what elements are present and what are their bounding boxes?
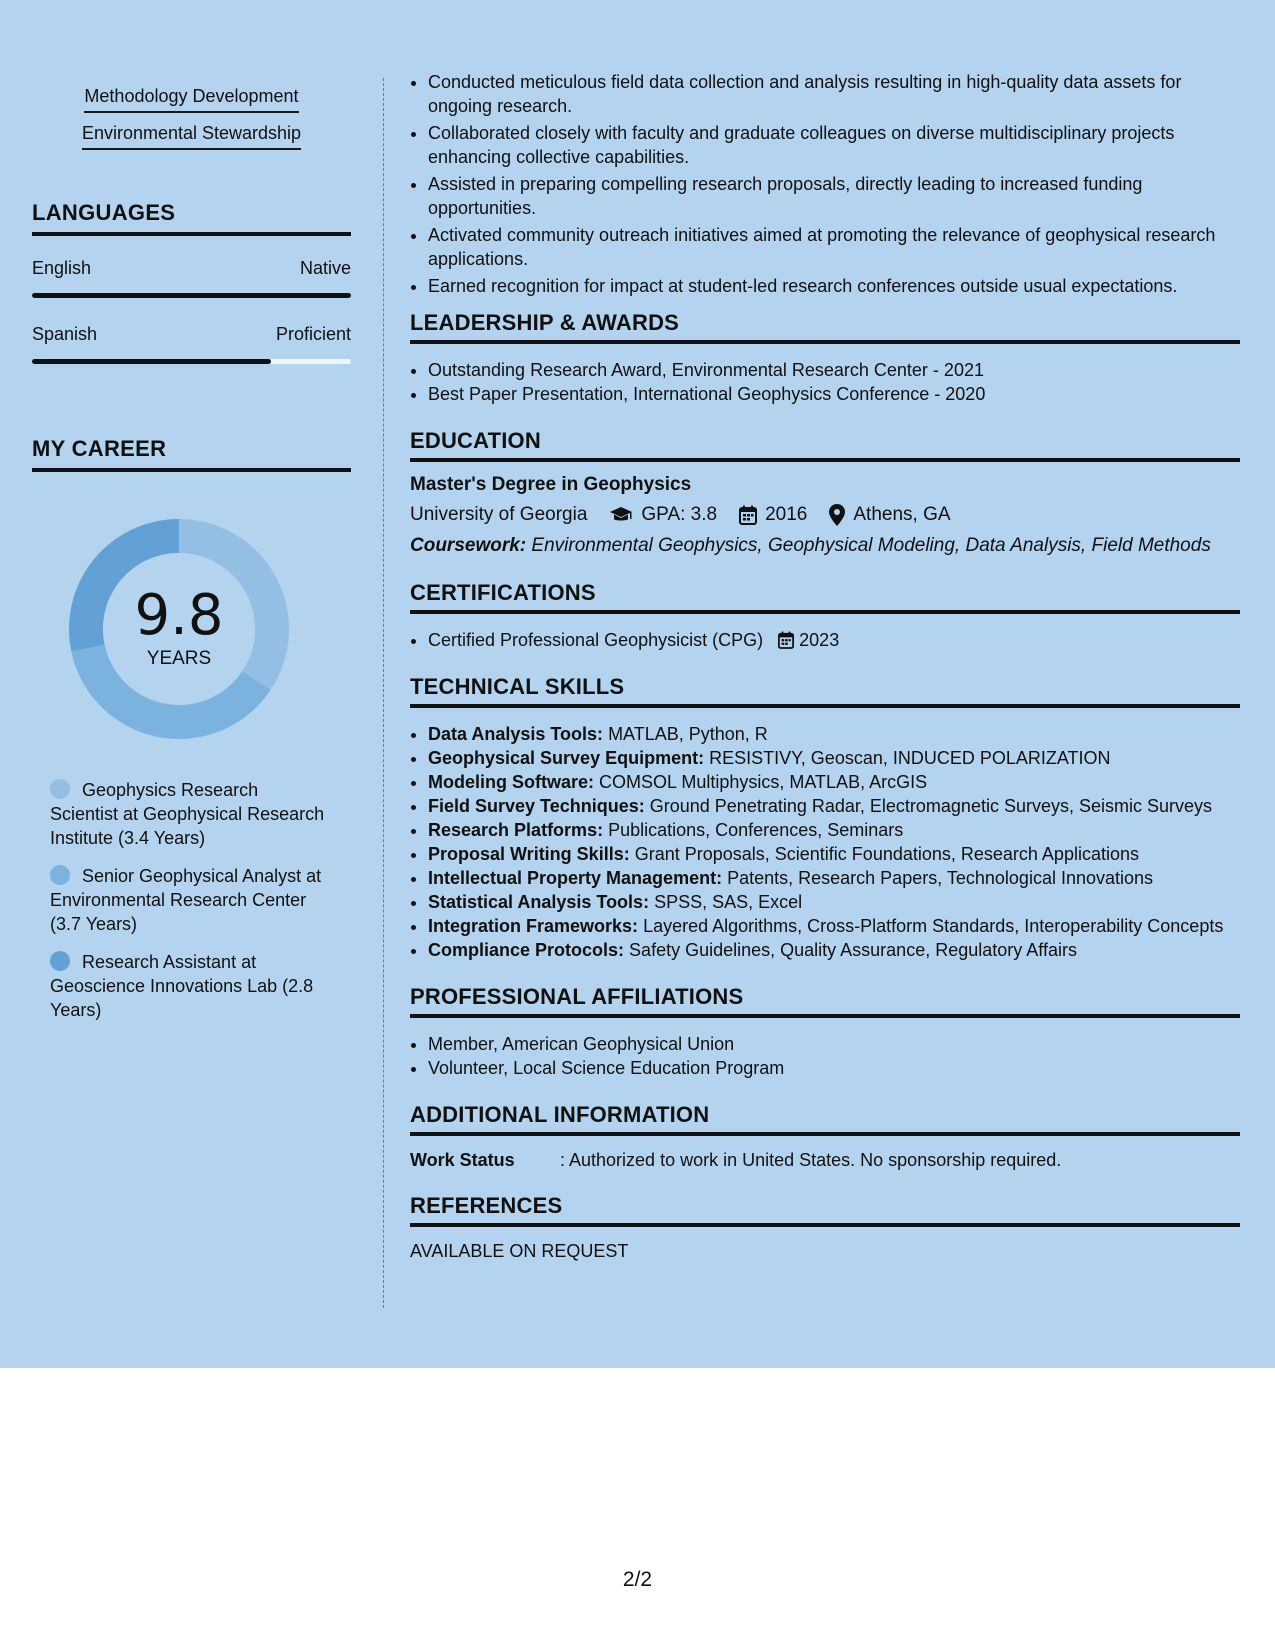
skill-label: Intellectual Property Management: — [428, 868, 723, 888]
skills-heading: TECHNICAL SKILLS — [410, 674, 1240, 708]
language-level: Proficient — [275, 324, 351, 344]
leadership-list — [410, 358, 1240, 406]
legend-item — [50, 778, 330, 850]
skill-label: Modeling Software: — [428, 772, 594, 792]
skills-list — [410, 722, 1240, 962]
skill-label: Geophysical Survey Equipment: — [428, 748, 705, 768]
legend-label: Research Assistant at Geoscience Innovations Lab (2.8 Years) — [50, 952, 314, 1020]
skill-value: Publications, Conferences, Seminars — [608, 820, 904, 840]
references-text: AVAILABLE ON REQUEST — [410, 1241, 629, 1261]
language-proficiency-fill — [32, 293, 351, 298]
affiliation-item: • Member, American Geophysical Union — [428, 1032, 1240, 1056]
language-proficiency-bar — [32, 293, 351, 298]
career-section — [32, 436, 351, 1022]
career-total-years: 9.8 — [134, 583, 224, 648]
calendar-icon — [739, 505, 757, 525]
column-divider — [383, 78, 384, 1308]
experience-bullet: • Activated community outreach initiatives aimed at promoting the relevance of geophysical research applications. — [428, 223, 1240, 271]
skill-value: SPSS, SAS, Excel — [654, 892, 803, 912]
skill-item — [428, 914, 1240, 938]
legend-label: Senior Geophysical Analyst at Environmental Research Center (3.7 Years) — [50, 866, 322, 934]
certifications-list — [410, 628, 1240, 652]
skill-value: COMSOL Multiphysics, MATLAB, ArcGIS — [599, 772, 928, 792]
skill-item — [428, 866, 1240, 890]
main-column — [410, 70, 1240, 1262]
language-item — [32, 258, 351, 298]
skill-item — [428, 794, 1240, 818]
certification-item — [428, 628, 1240, 652]
work-status-row — [410, 1150, 1240, 1171]
education-entry — [410, 474, 1240, 558]
award-item: • Best Paper Presentation, International Geophysics Conference - 2020 — [428, 382, 1240, 406]
experience-bullet: • Earned recognition for impact at student-led research conferences outside usual expectations. — [428, 274, 1240, 298]
additional-info-heading: ADDITIONAL INFORMATION — [410, 1102, 1240, 1136]
education-school: University of Georgia — [410, 504, 588, 525]
language-item — [32, 324, 351, 364]
affiliations-heading: PROFESSIONAL AFFILIATIONS — [410, 984, 1240, 1018]
skill-label: Statistical Analysis Tools: — [428, 892, 650, 912]
education-degree: Master's Degree in Geophysics — [410, 474, 692, 495]
award-item: • Outstanding Research Award, Environmental Research Center - 2021 — [428, 358, 1240, 382]
language-name: English — [32, 258, 92, 278]
experience-bullet: • Assisted in preparing compelling research proposals, directly leading to increased funding opportunities. — [428, 172, 1240, 220]
donut-center — [66, 583, 292, 670]
page-number: 2/2 — [622, 1568, 653, 1591]
work-status-label: Work Status — [410, 1150, 515, 1170]
skill-label: Research Platforms: — [428, 820, 604, 840]
affiliation-item: • Volunteer, Local Science Education Program — [428, 1056, 1240, 1080]
coursework-label: Coursework: — [410, 535, 527, 556]
language-proficiency-bar — [32, 359, 351, 364]
skill-value: Grant Proposals, Scientific Foundations, Research Applications — [634, 844, 1139, 864]
career-heading: MY CAREER — [32, 436, 351, 472]
certification-name: Certified Professional Geophysicist (CPG) — [428, 630, 764, 650]
skill-item — [428, 770, 1240, 794]
skill-item — [428, 722, 1240, 746]
skill-value: RESISTIVY, Geoscan, INDUCED POLARIZATION — [709, 748, 1111, 768]
skill-value: Patents, Research Papers, Technological Innovations — [727, 868, 1154, 888]
skill-label: Compliance Protocols: — [428, 940, 625, 960]
experience-bullet: • Collaborated closely with faculty and graduate colleagues on diverse multidisciplinary projects enhancing collective capabilities. — [428, 121, 1240, 169]
graduation-cap-icon — [609, 506, 633, 524]
career-donut-chart — [66, 516, 292, 742]
strength-item: Environmental Stewardship — [82, 123, 301, 150]
affiliations-list — [410, 1032, 1240, 1080]
education-coursework — [410, 534, 1240, 558]
education-gpa: GPA: 3.8 — [641, 504, 718, 525]
skill-value: Ground Penetrating Radar, Electromagnetic Surveys, Seismic Surveys — [649, 796, 1213, 816]
references-heading: REFERENCES — [410, 1193, 1240, 1227]
legend-dot-icon — [50, 951, 70, 971]
career-legend — [50, 778, 330, 1022]
skill-value: Layered Algorithms, Cross-Platform Standards, Interoperability Concepts — [643, 916, 1224, 936]
legend-label: Geophysics Research Scientist at Geophysical Research Institute (3.4 Years) — [50, 780, 325, 848]
location-pin-icon — [829, 504, 845, 526]
skill-item — [428, 938, 1240, 962]
education-heading: EDUCATION — [410, 428, 1240, 462]
skill-item — [428, 746, 1240, 770]
coursework-value: Environmental Geophysics, Geophysical Modeling, Data Analysis, Field Methods — [531, 535, 1211, 556]
certification-year: 2023 — [799, 630, 840, 650]
skill-label: Data Analysis Tools: — [428, 724, 604, 744]
skill-label: Integration Frameworks: — [428, 916, 639, 936]
skill-item — [428, 842, 1240, 866]
language-proficiency-fill — [32, 359, 271, 364]
education-meta — [410, 504, 1240, 526]
language-level: Native — [299, 258, 351, 278]
education-year: 2016 — [765, 504, 808, 525]
calendar-icon — [778, 631, 794, 649]
education-location: Athens, GA — [853, 504, 951, 525]
legend-item — [50, 864, 330, 936]
skill-label: Field Survey Techniques: — [428, 796, 645, 816]
language-name: Spanish — [32, 324, 98, 344]
strengths-list — [32, 86, 351, 150]
skill-item — [428, 890, 1240, 914]
skill-value: MATLAB, Python, R — [608, 724, 768, 744]
leadership-heading: LEADERSHIP & AWARDS — [410, 310, 1240, 344]
sidebar — [32, 70, 351, 1036]
skill-item — [428, 818, 1240, 842]
legend-dot-icon — [50, 865, 70, 885]
strength-item: Methodology Development — [84, 86, 298, 113]
work-status-value: : Authorized to work in United States. No sponsorship required. — [560, 1150, 1062, 1170]
languages-heading: LANGUAGES — [32, 200, 351, 236]
experience-bullet: • Conducted meticulous field data collection and analysis resulting in high-quality data assets for ongoing research. — [428, 70, 1240, 118]
legend-dot-icon — [50, 779, 70, 799]
certifications-heading: CERTIFICATIONS — [410, 580, 1240, 614]
languages-section — [32, 200, 351, 364]
skill-label: Proposal Writing Skills: — [428, 844, 630, 864]
career-total-unit: YEARS — [146, 648, 212, 669]
skill-value: Safety Guidelines, Quality Assurance, Regulatory Affairs — [629, 940, 1077, 960]
experience-bullets — [410, 70, 1240, 298]
legend-item — [50, 950, 330, 1022]
